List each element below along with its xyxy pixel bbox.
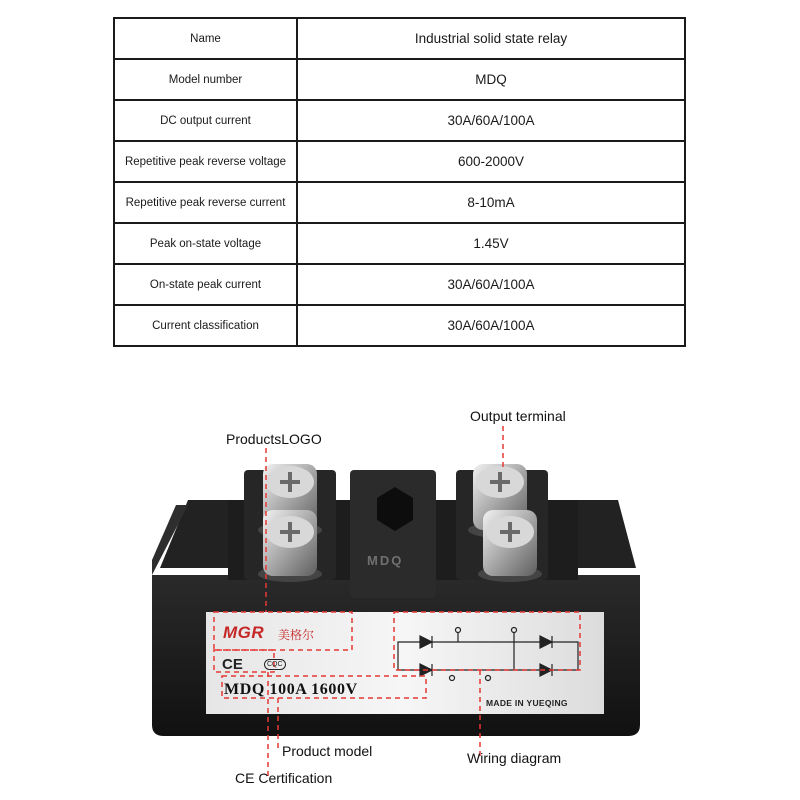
- spec-row: [114, 59, 685, 100]
- spec-key: Model number: [114, 59, 297, 100]
- cqc-mark: CQC: [264, 659, 286, 670]
- spec-table: [113, 17, 686, 347]
- spec-value: Industrial solid state relay: [297, 18, 685, 59]
- spec-key: On-state peak current: [114, 264, 297, 305]
- spec-row: [114, 18, 685, 59]
- spec-key: Current classification: [114, 305, 297, 346]
- spec-value: MDQ: [297, 59, 685, 100]
- spec-row: [114, 141, 685, 182]
- spec-key: DC output current: [114, 100, 297, 141]
- spec-key: Repetitive peak reverse current: [114, 182, 297, 223]
- callout-output-terminal: Output terminal: [470, 408, 566, 424]
- ce-mark: CE: [222, 656, 243, 673]
- spec-key: Repetitive peak reverse voltage: [114, 141, 297, 182]
- spec-row: [114, 305, 685, 346]
- spec-value: 30A/60A/100A: [297, 264, 685, 305]
- callout-product-model: Product model: [282, 743, 373, 759]
- spec-value: 30A/60A/100A: [297, 305, 685, 346]
- spec-value: 600-2000V: [297, 141, 685, 182]
- made-in-text: MADE IN YUEQING: [486, 698, 568, 708]
- spec-value: 1.45V: [297, 223, 685, 264]
- spec-row: [114, 100, 685, 141]
- spec-value: 30A/60A/100A: [297, 100, 685, 141]
- spec-row: [114, 223, 685, 264]
- callout-ce-certification: CE Certification: [235, 770, 333, 786]
- spec-row: [114, 264, 685, 305]
- callout-wiring-diagram: Wiring diagram: [467, 750, 562, 766]
- spec-row: [114, 182, 685, 223]
- product-rating: MDQ 100A 1600V: [224, 681, 358, 698]
- spec-key: Name: [114, 18, 297, 59]
- brand-chinese-name: 美格尔: [278, 628, 315, 642]
- brand-logo: MGR: [223, 623, 265, 642]
- callout-products-logo: ProductsLOGO: [226, 431, 322, 447]
- device-model-mark: MDQ: [367, 553, 404, 568]
- spec-value: 8-10mA: [297, 182, 685, 223]
- spec-key: Peak on-state voltage: [114, 223, 297, 264]
- product-photo: [0, 380, 800, 800]
